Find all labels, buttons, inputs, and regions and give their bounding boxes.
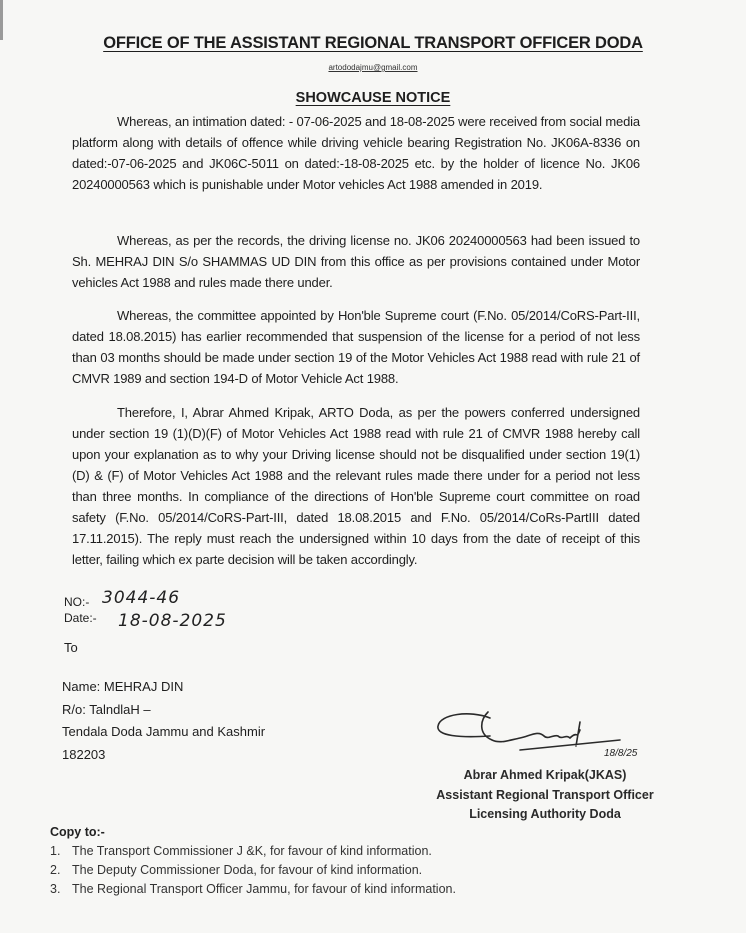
signatory-designation: Assistant Regional Transport Officer [436,787,654,802]
to-label: To [64,640,78,655]
copy-to-item: 1. The Transport Commissioner J &K, for favour of kind information. [50,844,432,858]
paragraph-order: Therefore, I, Abrar Ahmed Kripak, ARTO Doda, as per the powers conferred undersigned under section 19 (1)(D)(F) of Motor Vehicles Act 1988 read with rule 21 of CMVR 1988 hereby call upon your explanation as to why your Driving license should not be disqualified under section 19(1)(D) & (F) of Motor Vehicles Act 1988 and the relevant rules made there under for a period not less than three months. In compliance of the directions of Hon'ble Supreme court committee on road safety (F.No. 05/2014/CoRS-Part-III, dated 18.08.2015 and F.No. 05/2014/CoRs-PartIII dated 17.11.2015). The reply must reach the undersigned within 10 days from the date of receipt of this letter, failing which ex parte decision will be taken accordingly. [72,405,640,567]
recipient-name: Name: MEHRAJ DIN [62,679,184,694]
recipient-address [62,676,265,766]
signature-date: 18/8/25 [604,748,638,759]
copy-to-section [50,823,456,899]
recipient-residence: R/o: TalndlaH – [62,701,151,717]
signatory-block [410,766,680,825]
copy-to-item: 2. The Deputy Commissioner Doda, for favour of kind information. [50,863,423,877]
signatory-authority: Licensing Authority Doda [469,807,621,821]
recipient-pincode: 182203 [62,746,106,762]
copy-to-heading: Copy to:- [50,825,105,839]
reference-no-handwritten: 3044-46 [102,588,181,608]
office-title: OFFICE OF THE ASSISTANT REGIONAL TRANSPORT OFFICER DODA [103,34,643,52]
signatory-name: Abrar Ahmed Kripak(JKAS) [463,768,627,782]
reference-date-label: Date:- [64,611,97,625]
notice-title: SHOWCAUSE NOTICE [295,90,451,106]
paragraph-committee: Whereas, the committee appointed by Hon'ble Supreme court (F.No. 05/2014/CoRS-Part-III, dated 18.08.2015) has earlier recommended that suspension of the license for a period of not less than 03 months should be made under section 19 of the Motor Vehicles Act 1988 read with rule 21 of CMVR 1989 and section 194-D of Motor Vehicle Act 1988. [72,308,640,386]
paragraph-intimation: Whereas, an intimation dated: - 07-06-2025 and 18-08-2025 were received from social media platform along with details of offence while driving vehicle bearing Registration No. JK06A-8336 on dated:-07-06-2025 and JK06C-5011 on dated:-18-08-2025 etc. by the holder of licence No. JK06 20240000563 which is punishable under Motor vehicles Act 1988 amended in 2019. [72,114,640,192]
office-email: artododajmu@gmail.com [328,63,418,72]
reference-no-label: NO:- [64,595,90,609]
paragraph-license-record: Whereas, as per the records, the driving license no. JK06 20240000563 had been issued to Sh. MEHRAJ DIN S/o SHAMMAS UD DIN from this office as per provisions contained under Motor vehicles Act 1988 and rules made there under. [72,233,640,290]
reference-date-handwritten: 18-08-2025 [118,611,227,631]
recipient-locality: Tendala Doda Jammu and Kashmir [62,724,266,739]
copy-to-item: 3. The Regional Transport Officer Jammu, for favour of kind information. [50,882,456,896]
